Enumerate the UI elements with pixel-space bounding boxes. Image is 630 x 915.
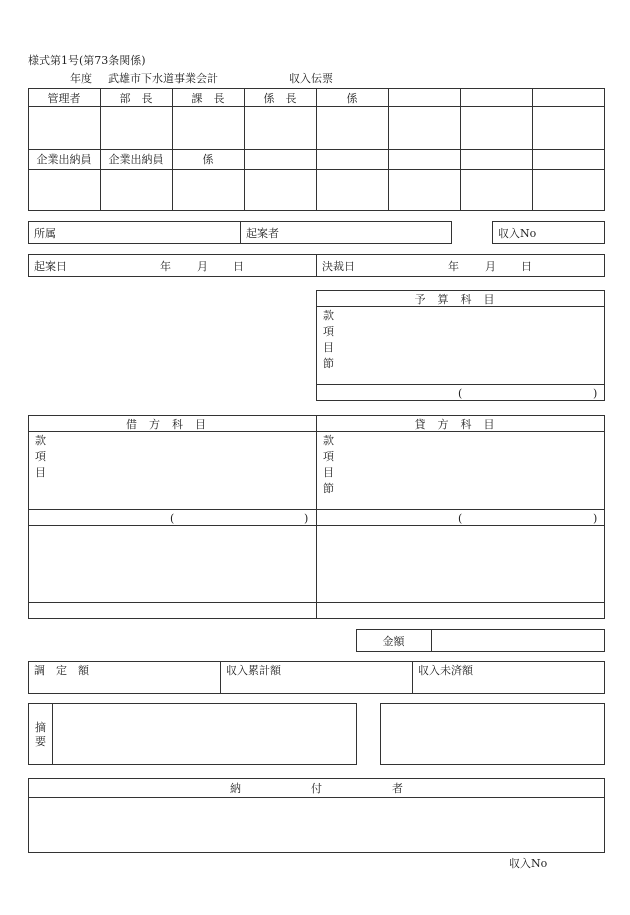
debit-paren-open: ( bbox=[170, 512, 175, 525]
affiliation-label: 所属 bbox=[34, 227, 56, 240]
debit-moku: 目 bbox=[35, 466, 46, 479]
debit-title: 借方科目 bbox=[126, 418, 218, 431]
draft-date-label: 起案日 bbox=[34, 260, 67, 273]
memo-box bbox=[28, 703, 357, 765]
budget-title: 予算科目 bbox=[414, 293, 507, 306]
approval-date-day: 日 bbox=[521, 260, 532, 273]
budget-ko: 項 bbox=[323, 325, 334, 338]
outstanding-receipts-label: 収入未済額 bbox=[418, 664, 473, 677]
approver-kakari: 係 bbox=[346, 92, 358, 105]
footer-receipt-number: 収入No bbox=[509, 857, 548, 870]
approval-date-month: 月 bbox=[485, 260, 496, 273]
credit-title: 貸方科目 bbox=[414, 418, 507, 431]
debit-ko: 項 bbox=[35, 450, 46, 463]
budget-setsu: 節 bbox=[323, 357, 334, 370]
organization-name: 武雄市下水道事業会計 bbox=[108, 72, 218, 85]
draft-date-month: 月 bbox=[197, 260, 208, 273]
credit-paren-close: ) bbox=[593, 512, 598, 525]
approver-bucho: 部 長 bbox=[119, 92, 153, 105]
drafter-label: 起案者 bbox=[246, 227, 279, 240]
fiscal-year-label: 年度 bbox=[70, 72, 92, 85]
approver-kanrisha: 管理者 bbox=[47, 92, 81, 105]
memo-label-1: 摘 bbox=[35, 721, 46, 734]
budget-paren-open: ( bbox=[458, 387, 463, 400]
debit-paren-close: ) bbox=[304, 512, 309, 525]
amount-label: 金額 bbox=[382, 635, 405, 648]
form-number: 様式第1号(第73条関係) bbox=[28, 54, 146, 67]
debit-kan: 款 bbox=[35, 434, 46, 447]
credit-ko: 項 bbox=[323, 450, 334, 463]
credit-kan: 款 bbox=[323, 434, 334, 447]
budget-moku: 目 bbox=[323, 341, 334, 354]
assessed-amount-label: 調 定 額 bbox=[34, 664, 89, 677]
draft-date-year: 年 bbox=[160, 260, 171, 273]
draft-date-day: 日 bbox=[233, 260, 244, 273]
approver-kakari-2: 係 bbox=[202, 153, 214, 166]
approver-kacho: 課 長 bbox=[191, 92, 225, 105]
approver-suitoin-1: 企業出納員 bbox=[36, 153, 92, 166]
approval-date-label: 決裁日 bbox=[322, 260, 355, 273]
credit-moku: 目 bbox=[323, 466, 334, 479]
seal-box bbox=[380, 703, 605, 765]
approval-date-year: 年 bbox=[448, 260, 459, 273]
approver-suitoin-2: 企業出納員 bbox=[108, 153, 164, 166]
document-type: 収入伝票 bbox=[289, 72, 333, 85]
payer-title: 納付者 bbox=[230, 782, 473, 795]
approver-kakaricho: 係 長 bbox=[263, 92, 297, 105]
credit-paren-open: ( bbox=[458, 512, 463, 525]
cumulative-receipts-label: 収入累計額 bbox=[226, 664, 281, 677]
receipt-number-label: 収入No bbox=[498, 227, 537, 240]
budget-paren-close: ) bbox=[593, 387, 598, 400]
budget-kan: 款 bbox=[323, 309, 334, 322]
memo-label-2: 要 bbox=[35, 735, 46, 748]
assessment-row bbox=[28, 661, 605, 694]
credit-setsu: 節 bbox=[323, 482, 334, 495]
